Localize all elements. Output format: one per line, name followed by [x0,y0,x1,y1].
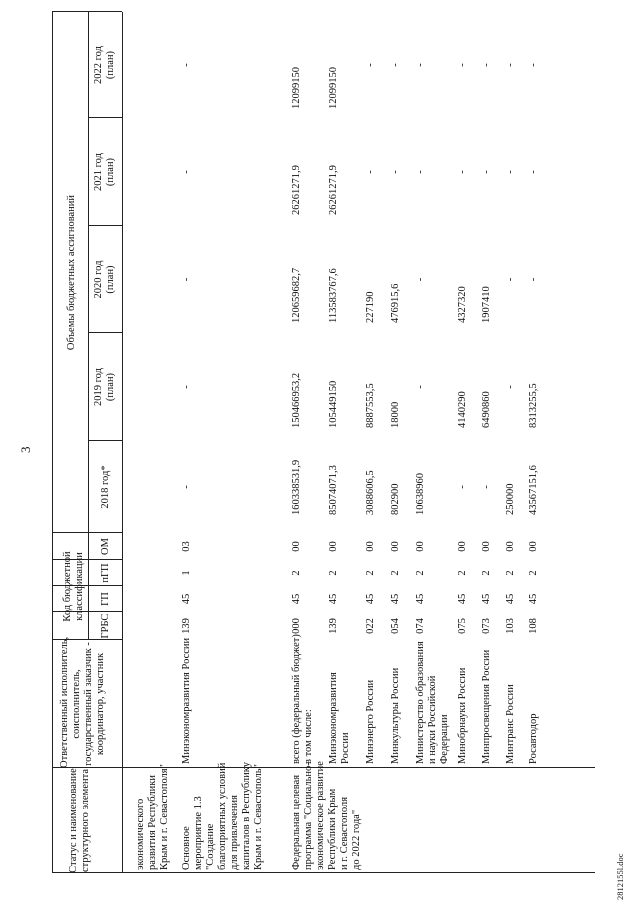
row-0-status: для привлечения [229,795,240,870]
row-3-gp: 45 [365,593,376,605]
row-2-pgp: 2 [328,570,339,576]
row-7-y2018: - [481,485,492,489]
row-2-y2020: 113583767,6 [328,268,339,323]
row-2-executor: России [340,732,351,764]
row-9-y2019: 8313255,5 [528,383,539,428]
row-3-pgp: 2 [365,570,376,576]
row-5-y2020: - [415,277,426,282]
header-code-2: пГП [100,563,111,583]
row-2-y2018: 85074071,3 [328,465,339,515]
header-executor: координатор, участник [95,652,106,756]
row-8-y2022: - [505,63,516,67]
row-6-pgp: 2 [457,570,468,576]
row-7-y2022: - [481,63,492,67]
continued-status-text: Крым и г. Севастополя" [159,764,170,870]
row-5-y2021: - [415,170,426,174]
row-4-pgp: 2 [390,570,401,576]
row-6-y2022: - [457,63,468,67]
row-0-status: "Создание [205,823,216,870]
row-4-executor: Минкультуры России [390,667,401,764]
header-year-3: (план) [105,157,116,187]
row-9-om: 00 [528,541,539,552]
row-0-status: мероприятие 1.3 [193,796,204,870]
header-budget-code: Код бюджетной [62,551,73,622]
row-1-y2020: 120659682,7 [291,267,302,323]
row-2-om: 00 [328,541,339,552]
row-7-grbs: 073 [481,618,492,634]
row-7-pgp: 2 [481,570,492,576]
row-0-status: благоприятных условий [217,762,228,870]
header-bottom-border [122,12,123,873]
row-6-grbs: 075 [457,618,468,634]
row-3-y2021: - [365,170,376,174]
row-1-status: Республики Крым [327,788,338,870]
row-6-executor: Минобрнауки России [457,667,468,764]
table-top-border [52,12,53,873]
header-volumes: Объемы бюджетных ассигнований [66,194,77,351]
header-year-2: 2020 год [93,260,104,299]
row-3-grbs: 022 [365,618,376,634]
row-9-y2021: - [528,170,539,174]
row-2-y2019: 105449150 [328,380,339,428]
row-7-y2019: 6490860 [481,391,492,428]
row-2-executor: Минэкономразвития [328,672,339,764]
header-year-4: (план) [105,50,116,80]
row-8-executor: Минтранс России [505,684,516,764]
row-1-y2018: 160338531,9 [291,459,302,515]
row-8-y2021: - [505,170,516,174]
header-status: Статус и наименование [68,768,79,873]
page-number: 3 [18,446,33,453]
row-5-y2018: 10638960 [415,473,426,515]
row-8-y2020: - [505,277,516,282]
row-8-y2019: - [505,385,516,389]
row-4-gp: 45 [390,593,401,605]
header-code-1: ГП [100,592,111,606]
row-7-y2020: 1907410 [481,286,492,323]
row-8-y2018: 250000 [505,483,516,515]
row-5-executor: Федерации [439,714,450,764]
row-7-gp: 45 [481,593,492,605]
row-1-status: программа "Социально- [303,762,314,870]
row-8-gp: 45 [505,593,516,605]
row-0-gp: 45 [181,593,192,605]
row-0-grbs: 139 [181,618,192,634]
row-4-y2021: - [390,170,401,174]
row-2-y2021: 26261271,9 [328,165,339,215]
row-6-y2020: 4327320 [457,286,468,323]
row-1-status: Федеральная целевая [291,774,302,870]
row-5-om: 00 [415,541,426,552]
row-5-executor: Министерство образования [415,641,426,764]
row-3-y2019: 8887553,5 [365,383,376,428]
header-mid-border [88,12,89,640]
row-5-grbs: 074 [415,618,426,634]
row-6-om: 00 [457,541,468,552]
row-4-y2020: 476915,6 [390,283,401,323]
file-label: 2812155l.doc [615,853,625,900]
row-1-y2019: 150466953,2 [291,372,302,428]
header-code-3: ОМ [100,538,111,555]
row-5-executor: и науки Российской [427,675,438,764]
header-executor: соисполнитель, [71,669,82,739]
row-7-y2021: - [481,170,492,174]
row-9-y2020: - [528,277,539,282]
row-2-gp: 45 [328,593,339,605]
row-0-y2019: - [181,385,192,389]
row-0-status: капиталов в Республику [241,762,252,870]
row-0-om: 03 [181,541,192,552]
continued-status-text: экономического [135,798,146,870]
row-7-om: 00 [481,541,492,552]
row-1-gp: 45 [291,593,302,605]
row-4-y2022: - [390,63,401,67]
row-0-y2022: - [181,63,192,67]
header-executor: государственный заказчик - [83,642,94,766]
header-year-2: (план) [105,265,116,294]
row-1-status: и г. Севастополя [339,796,350,870]
header-year-1: (план) [105,372,116,402]
row-1-executor: в том числе: [303,709,314,764]
row-8-om: 00 [505,541,516,552]
row-3-y2022: - [365,63,376,67]
row-1-status: до 2022 года" [351,809,362,870]
row-1-status: экономическое развитие [315,761,326,870]
row-9-grbs: 108 [528,618,539,634]
header-budget-code: классификации [74,552,85,621]
row-1-y2022: 12099150 [291,67,302,109]
row-4-y2019: 18000 [390,401,401,428]
row-3-y2018: 3088606,5 [365,470,376,515]
row-3-executor: Минэнерго России [365,679,376,764]
row-5-y2019: - [415,385,426,389]
row-5-gp: 45 [415,593,426,605]
table-rule [122,767,595,768]
row-4-om: 00 [390,541,401,552]
row-4-grbs: 054 [390,618,401,634]
row-1-pgp: 2 [291,570,302,576]
header-status: структурного элемента [80,769,91,872]
row-8-pgp: 2 [505,570,516,576]
row-1-om: 00 [291,541,302,552]
row-4-y2018: 802900 [390,483,401,515]
row-5-pgp: 2 [415,570,426,576]
row-0-executor: Минэкономразвития России [181,637,192,764]
row-6-y2018: - [457,485,468,489]
row-1-y2021: 26261271,9 [291,165,302,215]
row-9-y2018: 43567151,6 [528,465,539,515]
row-8-grbs: 103 [505,618,516,634]
header-code-0: ГРБС [100,613,111,639]
continued-status-text: развития Республики [147,775,158,870]
row-5-y2022: - [415,63,426,67]
header-year-3: 2021 год [93,153,104,191]
row-0-pgp: 1 [181,570,192,576]
row-1-executor: всего (федеральный бюджет) [291,634,302,764]
row-6-gp: 45 [457,593,468,605]
header-year-4: 2022 год [93,46,104,84]
row-9-gp: 45 [528,593,539,605]
row-3-om: 00 [365,541,376,552]
row-6-y2021: - [457,170,468,174]
row-0-status: Основное [181,826,192,870]
row-0-status: Крым и г. Севастополь" [253,764,264,870]
header-year-0: 2018 год* [100,465,111,509]
row-2-y2022: 12099150 [328,67,339,109]
row-9-executor: Росавтодор [528,713,539,764]
row-9-y2022: - [528,63,539,67]
row-0-y2021: - [181,170,192,174]
row-9-pgp: 2 [528,570,539,576]
row-0-y2018: - [181,485,192,489]
table-rule [122,872,595,873]
row-6-y2019: 4140290 [457,391,468,428]
row-2-grbs: 139 [328,618,339,634]
header-year-1: 2019 год [93,368,104,406]
row-3-y2020: 227190 [365,291,376,323]
row-7-executor: Минпросвещения России [481,649,492,764]
row-1-grbs: 000 [291,618,302,634]
row-0-y2020: - [181,277,192,282]
header-executor: Ответственный исполнитель, [59,636,70,768]
